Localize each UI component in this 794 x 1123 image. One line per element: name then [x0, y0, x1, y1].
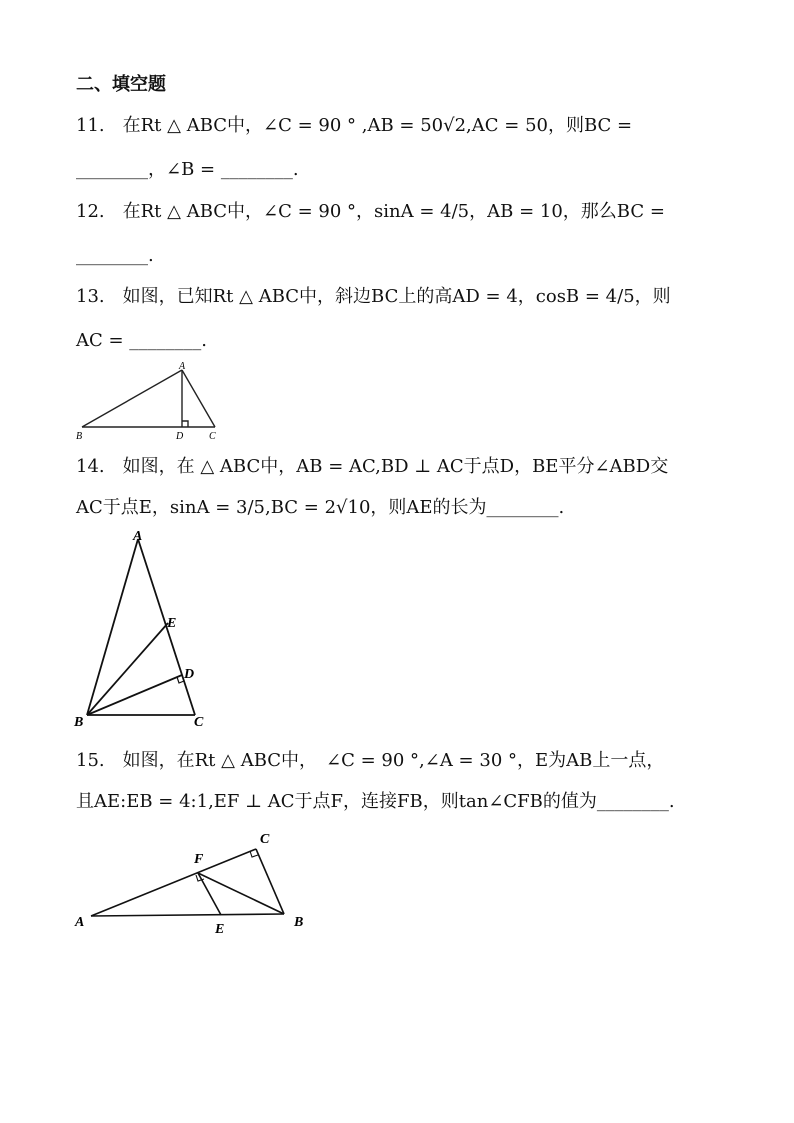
q13-label-c: C: [209, 431, 216, 442]
q14-label-a: A: [133, 529, 143, 544]
q15-label-b: B: [294, 915, 304, 930]
q13-figure: [74, 360, 234, 444]
q15-label-c: C: [260, 832, 270, 847]
q11-line2: ________，∠B = ________.: [76, 159, 299, 180]
q14-line1: 14. 如图，在 △ ABC中，AB = AC,BD ⊥ AC于点D，BE平分∠ABD交: [76, 456, 669, 477]
q13-label-b: B: [76, 431, 83, 442]
q14-figure: [70, 525, 230, 730]
q12-line2: ________.: [76, 245, 154, 266]
q13-label-a: A: [179, 361, 186, 372]
q12-line1: 12. 在Rt △ ABC中，∠C = 90 °，sinA = 4/5，AB = 10，那么BC =: [76, 201, 665, 222]
q13-line1: 13. 如图，已知Rt △ ABC中，斜边BC上的高AD = 4，cosB = 4/5，则: [76, 286, 671, 307]
q15-label-e: E: [215, 922, 225, 937]
q15-figure: [70, 825, 320, 940]
q14-line2: AC于点E，sinA = 3/5,BC = 2√10，则AE的长为________.: [76, 497, 565, 518]
q11-line1: 11. 在Rt △ ABC中，∠C = 90 ° ,AB = 50√2,AC = 50，则BC =: [76, 115, 633, 136]
q15-line1: 15. 如图，在Rt △ ABC中， ∠C = 90 °,∠A = 30 °，E为AB上一点，: [76, 750, 665, 771]
q15-label-a: A: [75, 915, 85, 930]
q14-label-e: E: [167, 616, 177, 631]
q13-label-d: D: [176, 431, 184, 442]
q14-label-c: C: [194, 715, 204, 730]
q15-line2: 且AE:EB = 4:1,EF ⊥ AC于点F，连接FB，则tan∠CFB的值为________.: [76, 791, 675, 812]
q13-line2: AC = ________.: [76, 330, 208, 351]
q14-label-d: D: [184, 667, 195, 682]
q15-label-f: F: [194, 852, 204, 867]
q14-label-b: B: [74, 715, 84, 730]
section-title: 二、填空题: [76, 74, 166, 95]
